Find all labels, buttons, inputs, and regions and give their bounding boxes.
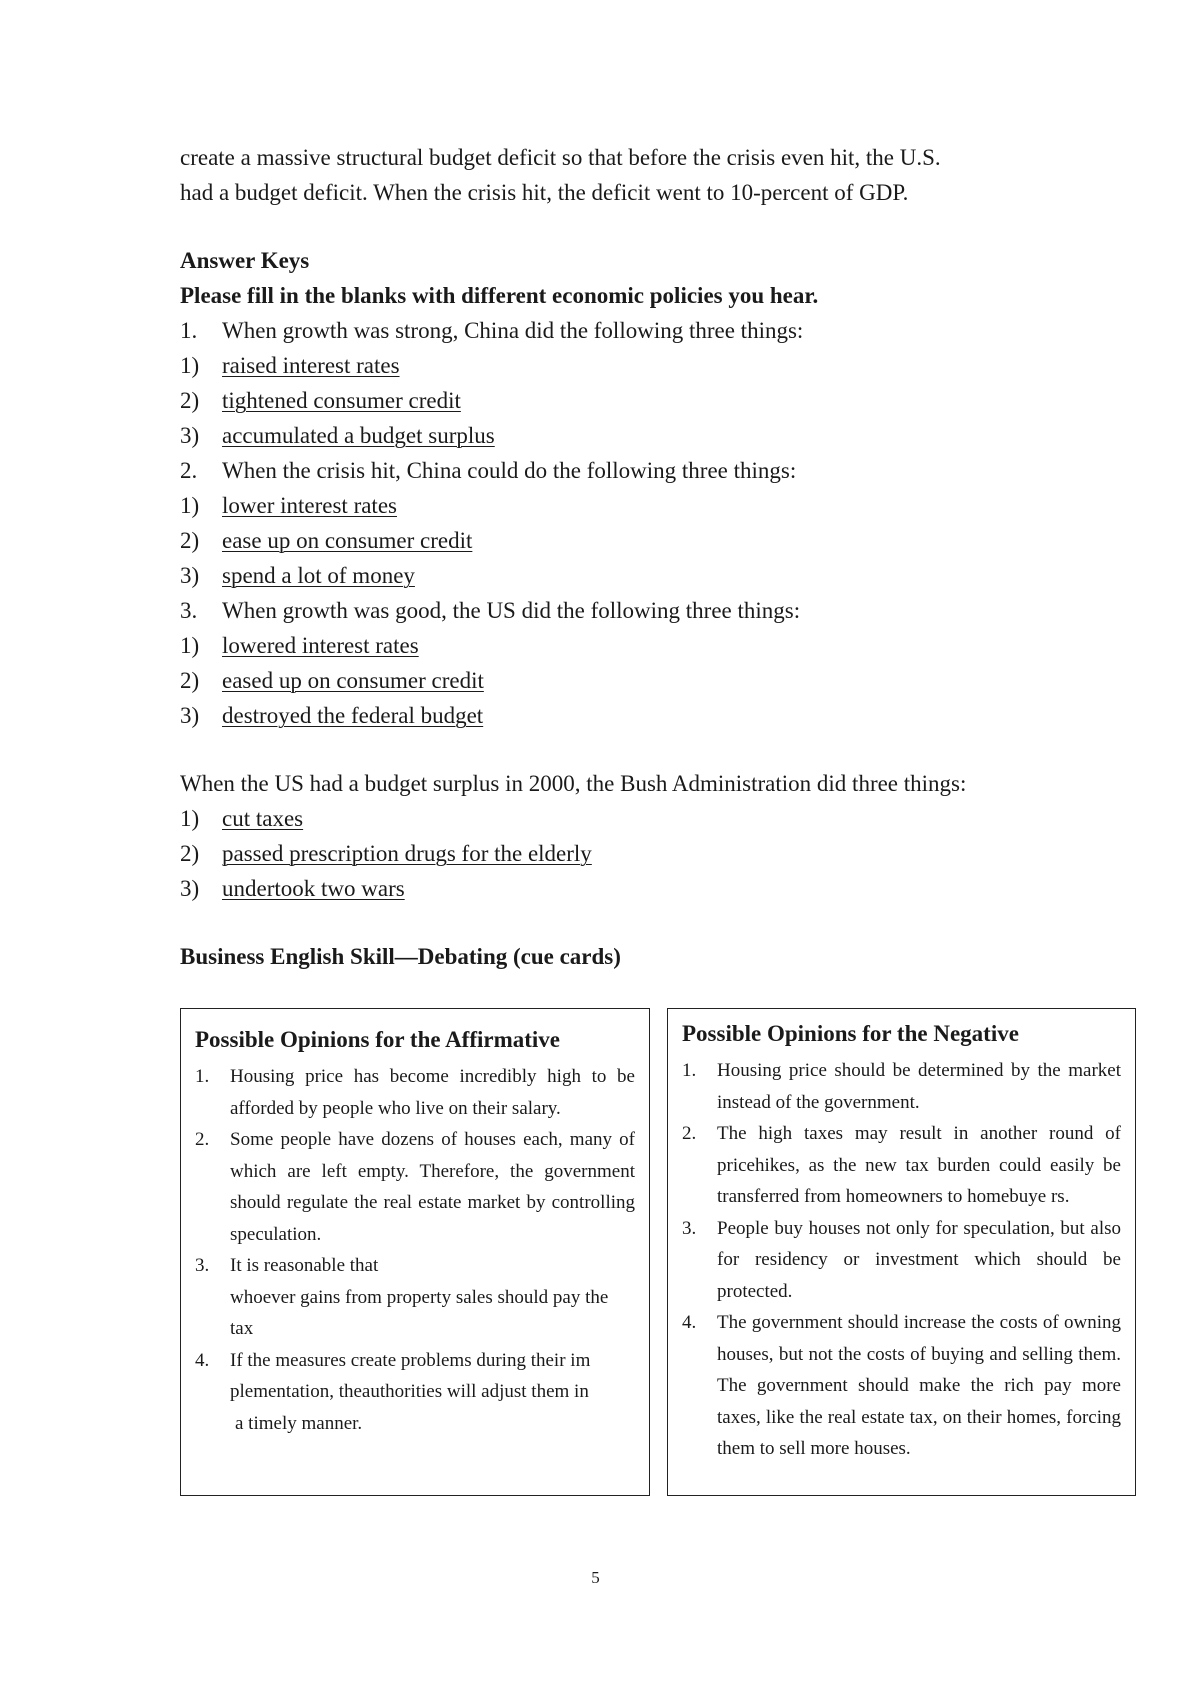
question-2 [180, 453, 1010, 488]
answer-item [180, 348, 1010, 383]
affirmative-item [195, 1061, 635, 1124]
question-3 [180, 593, 1010, 628]
answer-number: 3) [180, 876, 200, 901]
question-number: 1. [180, 318, 198, 343]
item-number: 1. [195, 1066, 210, 1087]
item-number: 4. [682, 1312, 697, 1333]
item-text-line-2: a timely manner. [235, 1412, 363, 1434]
answer-keys-heading: Answer Keys [180, 248, 310, 273]
page-number: 5 [591, 1568, 600, 1587]
item-number: 3. [195, 1255, 210, 1276]
answer-item [180, 698, 1010, 733]
item-text-line-1: If the measures create problems during their im plementation, theauthorities will adjust them in [230, 1349, 591, 1402]
item-text-line-2: whoever gains from property sales should pay the tax [230, 1286, 609, 1339]
answer-number: 2) [180, 388, 200, 413]
item-text: Some people have dozens of houses each, many of which are left empty. Therefore, the government should regulate the real estate market by controlling speculation. [230, 1129, 635, 1245]
answer-number: 2) [180, 841, 200, 866]
affirmative-item [195, 1345, 635, 1440]
intro-paragraph [180, 140, 1010, 210]
answer-text: spend a lot of money [222, 563, 415, 588]
item-text: Housing price should be determined by the market instead of the government. [717, 1060, 1121, 1113]
answer-text: lower interest rates [222, 493, 397, 518]
item-number: 3. [682, 1217, 697, 1239]
answer-item [180, 836, 1010, 871]
item-text: The government should increase the costs of owning houses, but not the costs of buying and selling them. The government should make the rich pay more taxes, like the real estate tax, on their homes, forcing them to sell more houses. [717, 1312, 1121, 1459]
answer-text: accumulated a budget surplus [222, 423, 495, 448]
affirmative-title: Possible Opinions for the Affirmative [195, 1027, 561, 1052]
question-text: When the crisis hit, China could do the following three things: [222, 458, 797, 483]
question-4-text: When the US had a budget surplus in 2000, the Bush Administration did three things: [180, 771, 967, 796]
negative-item [682, 1307, 1121, 1465]
answer-item [180, 383, 1010, 418]
item-number: 1. [682, 1060, 697, 1081]
affirmative-item [195, 1250, 635, 1345]
answer-number: 1) [180, 493, 200, 518]
intro-line-1: create a massive structural budget deficit so that before the crisis even hit, the U.S. [180, 145, 941, 170]
question-text: When growth was good, the US did the following three things: [222, 598, 801, 623]
affirmative-item [195, 1124, 635, 1250]
negative-item [682, 1118, 1121, 1213]
answer-item [180, 418, 1010, 453]
answer-text: eased up on consumer credit [222, 668, 484, 693]
item-text [230, 1250, 635, 1345]
answer-item [180, 523, 1010, 558]
answer-number: 1) [180, 806, 200, 831]
answer-number: 3) [180, 563, 200, 588]
question-number: 2. [180, 458, 198, 483]
answer-number: 3) [180, 423, 200, 448]
answer-text: destroyed the federal budget [222, 703, 484, 728]
answer-item [180, 488, 1010, 523]
answer-text: ease up on consumer credit [222, 528, 473, 553]
item-text: People buy houses not only for speculation, but also for residency or investment which should be protected. [717, 1217, 1121, 1302]
answer-number: 2) [180, 668, 200, 693]
affirmative-card [180, 1008, 650, 1496]
answer-item [180, 871, 1010, 906]
answer-item [180, 663, 1010, 698]
answer-text: lowered interest rates [222, 633, 419, 658]
negative-item [682, 1213, 1121, 1308]
item-number: 4. [195, 1349, 210, 1371]
intro-line-2: had a budget deficit. When the crisis hit, the deficit went to 10-percent of GDP. [180, 180, 909, 205]
answer-item [180, 558, 1010, 593]
answer-text: passed prescription drugs for the elderly [222, 841, 592, 866]
answer-number: 1) [180, 353, 200, 378]
answer-text: cut taxes [222, 806, 304, 831]
answer-keys-instruction: Please fill in the blanks with different economic policies you hear. [180, 283, 819, 308]
item-text: Housing price has become incredibly high to be afforded by people who live on their salary. [230, 1066, 635, 1119]
answer-number: 2) [180, 528, 200, 553]
item-text [230, 1345, 635, 1440]
question-number: 3. [180, 598, 198, 623]
answer-number: 1) [180, 633, 200, 658]
answer-text: undertook two wars [222, 876, 405, 901]
negative-card [667, 1008, 1136, 1496]
item-text-line-1: It is reasonable that [230, 1255, 379, 1276]
item-number: 2. [682, 1123, 697, 1144]
negative-item [682, 1055, 1121, 1118]
answer-text: raised interest rates [222, 353, 400, 378]
answer-item [180, 801, 1010, 836]
negative-title: Possible Opinions for the Negative [682, 1021, 1019, 1046]
page-content [180, 140, 1010, 974]
question-1 [180, 313, 1010, 348]
answer-number: 3) [180, 703, 200, 728]
item-text: The high taxes may result in another round of pricehikes, as the new tax burden could easily be transferred from homeowners to homebuye rs. [717, 1123, 1121, 1207]
answer-item [180, 628, 1010, 663]
item-number: 2. [195, 1129, 210, 1150]
answer-text: tightened consumer credit [222, 388, 461, 413]
question-text: When growth was strong, China did the following three things: [222, 318, 804, 343]
cue-cards [180, 1008, 1136, 1496]
skill-heading: Business English Skill—Debating (cue cards) [180, 944, 621, 969]
